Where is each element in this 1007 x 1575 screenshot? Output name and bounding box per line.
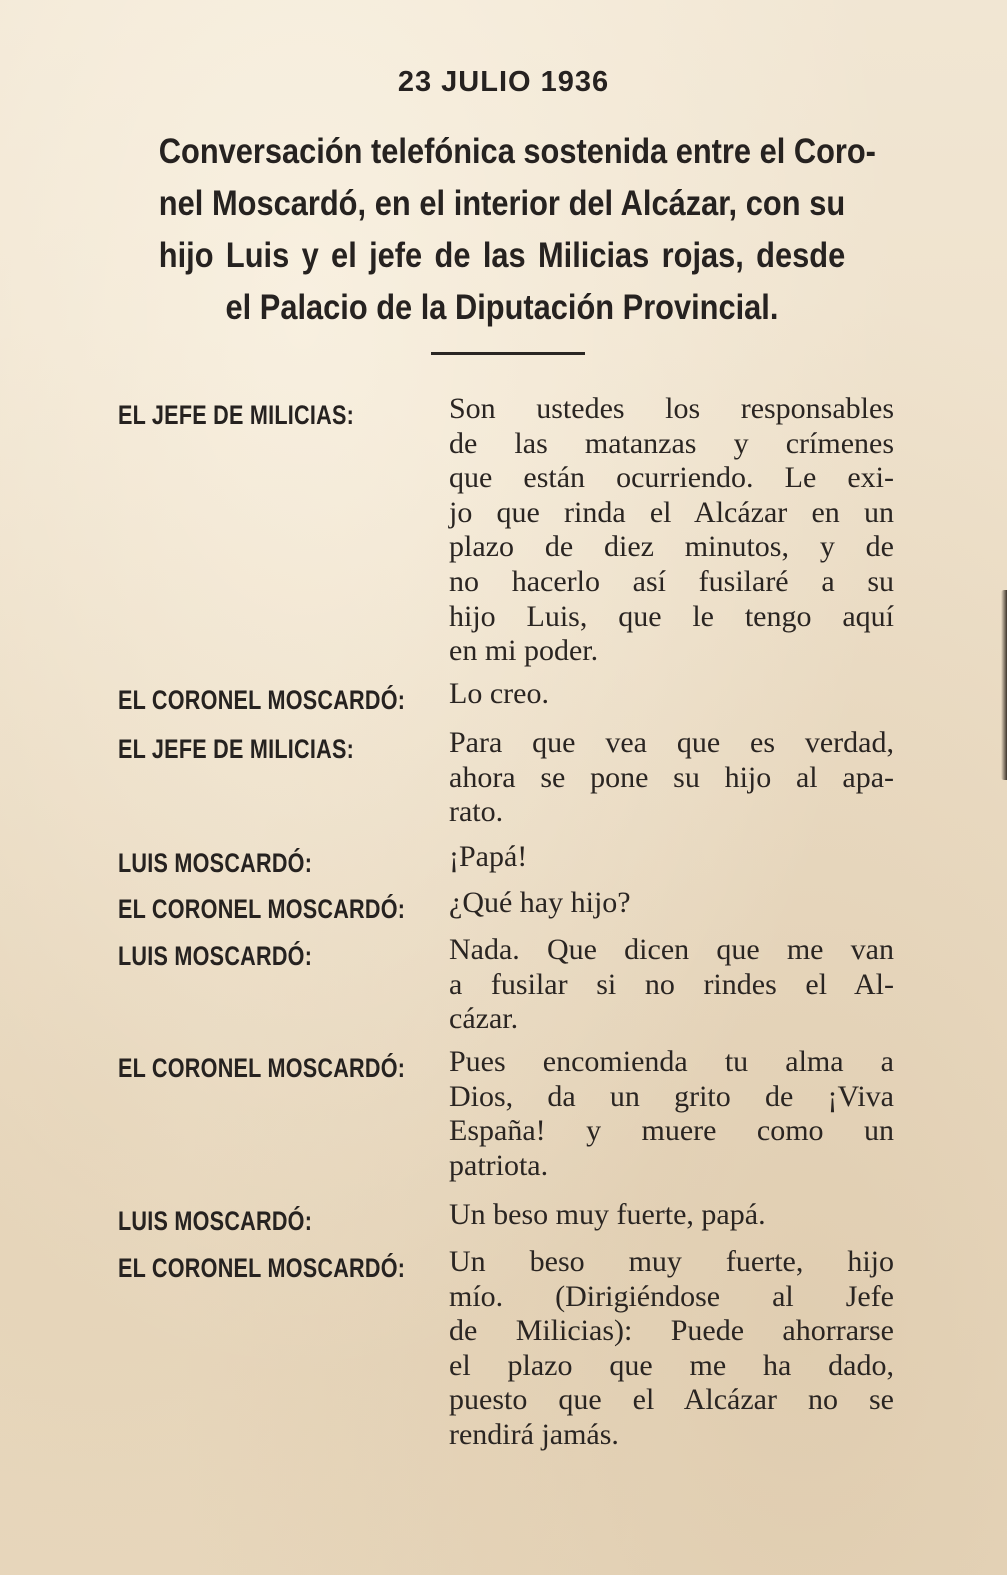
speech-line: plazo de diez minutos, y de [449, 530, 894, 564]
speech-line: puesto que el Alcázar no se [449, 1383, 894, 1417]
speech-line: Para que vea que es verdad, [449, 726, 894, 759]
title-line: nel Moscardó, en el interior del Alcázar, con su [158, 184, 846, 223]
speaker-name: EL CORONEL MOSCARDÓ: [118, 685, 406, 715]
speech-line: Nada. Que dicen que me van [449, 933, 894, 966]
speech-line: ¡Papá! [449, 840, 528, 873]
speaker-name: EL JEFE DE MILICIAS: [118, 734, 355, 764]
title-line: el Palacio de la Diputación Provincial. [225, 288, 779, 327]
speech-line: ahora se pone su hijo al apa- [449, 760, 894, 794]
speech-line: el plazo que me ha dado, [449, 1348, 894, 1382]
speech-line: de Milicias): Puede ahorrarse [449, 1314, 894, 1348]
speaker-name: EL CORONEL MOSCARDÓ: [118, 894, 406, 924]
speech-text [449, 886, 894, 921]
speech-line: Son ustedes los responsables [449, 392, 894, 425]
speaker-name: EL CORONEL MOSCARDÓ: [118, 1053, 406, 1083]
speech-line: ¿Qué hay hijo? [449, 886, 631, 919]
speech-line: que están ocurriendo. Le exi- [449, 461, 894, 495]
speech-line: Un beso muy fuerte, hijo [449, 1245, 894, 1278]
speech-text [449, 1198, 894, 1233]
speech-text [449, 933, 894, 1037]
document-date: 23 JULIO 1936 [397, 66, 610, 98]
speech-line: de las matanzas y crímenes [449, 426, 894, 460]
speech-text [449, 840, 894, 875]
speaker-name: LUIS MOSCARDÓ: [118, 848, 313, 878]
speech-line: mío. (Dirigiéndose al Jefe [449, 1279, 894, 1313]
speech-text [449, 1245, 894, 1453]
speech-line: rato. [449, 795, 504, 829]
speech-text [449, 1045, 894, 1183]
title-line: Conversación telefónica sostenida entre el Coro- [158, 132, 876, 171]
speech-line: Lo creo. [449, 677, 549, 710]
speech-line: hijo Luis, que le tengo aquí [449, 599, 894, 633]
speech-line: cázar. [449, 1002, 519, 1036]
speaker-name: EL JEFE DE MILICIAS: [118, 400, 355, 430]
speech-text [449, 726, 894, 830]
speaker-name: LUIS MOSCARDÓ: [118, 941, 313, 971]
speech-text [449, 392, 894, 669]
speech-line: España! y muere como un [449, 1114, 894, 1148]
speaker-name: LUIS MOSCARDÓ: [118, 1206, 313, 1236]
speech-line: patriota. [449, 1148, 549, 1182]
speech-line: jo que rinda el Alcázar en un [449, 495, 894, 529]
speaker-name: EL CORONEL MOSCARDÓ: [118, 1253, 406, 1283]
speech-line: no hacerlo así fusilaré a su [449, 564, 894, 598]
speech-line: Pues encomienda tu alma a [449, 1045, 894, 1078]
speech-text [449, 677, 894, 712]
speech-line: a fusilar si no rindes el Al- [449, 967, 894, 1001]
speech-line: rendirá jamás. [449, 1417, 619, 1451]
speech-line: Un beso muy fuerte, papá. [449, 1198, 766, 1231]
speech-line: en mi poder. [449, 634, 599, 668]
speech-line: Dios, da un grito de ¡Viva [449, 1079, 894, 1113]
title-line: hijo Luis y el jefe de las Milicias rojas, desde [158, 236, 846, 275]
